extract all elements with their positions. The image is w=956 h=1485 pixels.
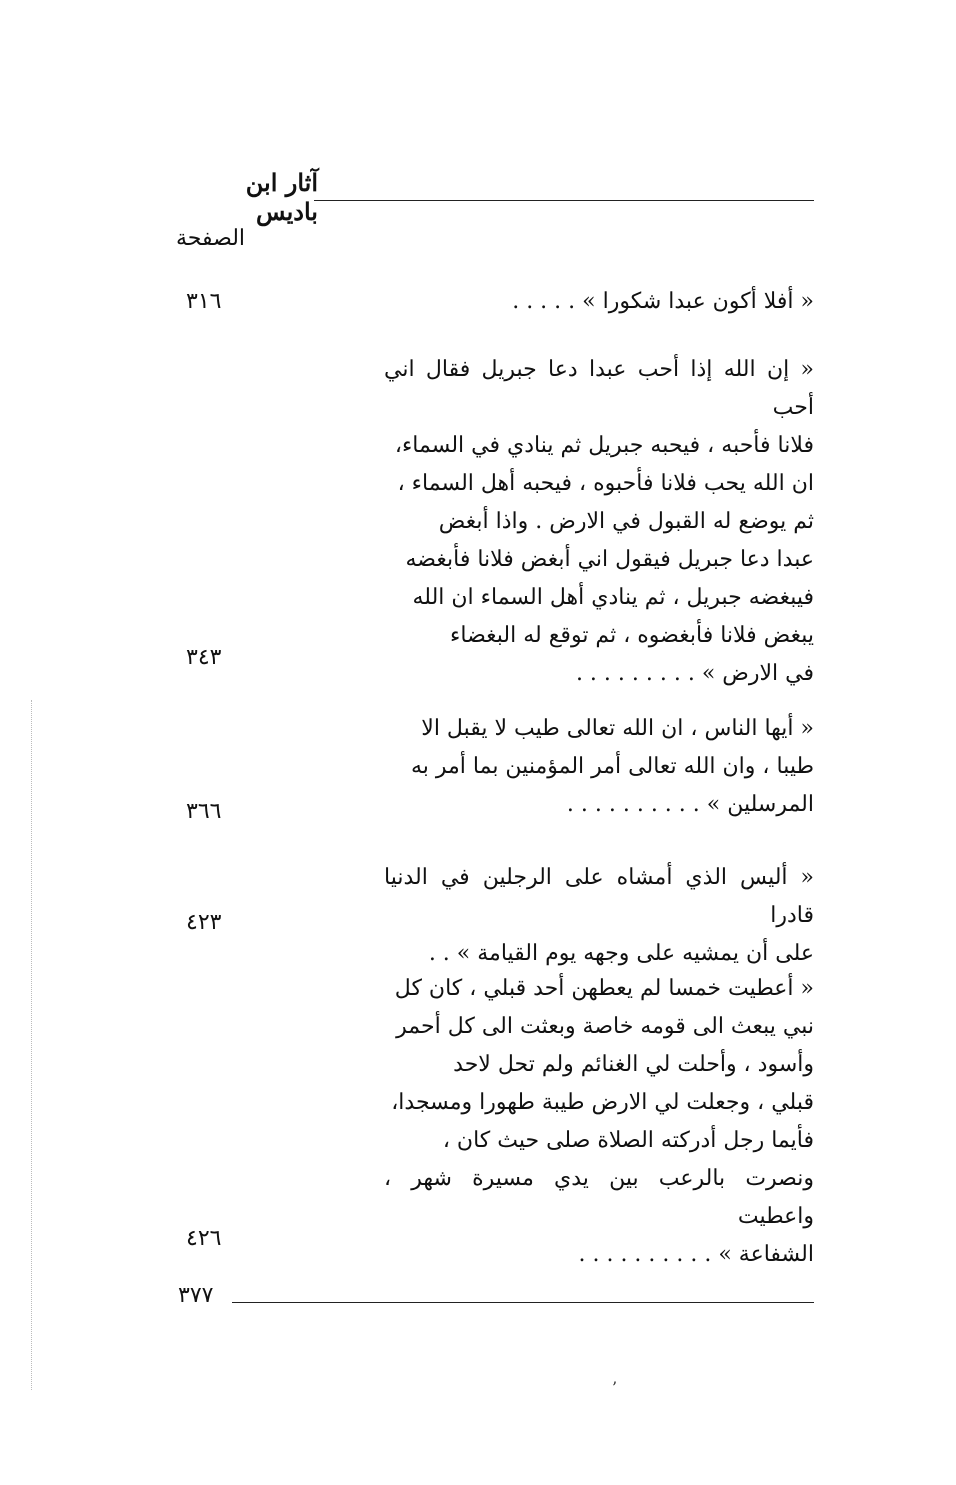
footer-rule <box>232 1302 814 1303</box>
entry-line: « أليس الذي أمشاه على الرجلين في الدنيا قادرا <box>384 865 814 928</box>
entry-line: الشفاعة » . . . . . . . . . . <box>578 1242 814 1267</box>
entry-line: طيبا ، وان الله تعالى أمر المؤمنين بما أمر به <box>410 754 814 779</box>
running-header-title: آثار ابن باديس <box>245 168 318 226</box>
entry-line: ونصرت بالرعب بين يدي مسيرة شهر ، واعطيت <box>384 1166 814 1229</box>
entry-line: في الارض » . . . . . . . . . <box>575 661 814 686</box>
entry-line: المرسلين » . . . . . . . . . . <box>566 792 814 817</box>
entry-line: فلانا فأحبه ، فيحبه جبريل ثم ينادي في السماء، <box>394 433 814 458</box>
entry-page-ref: ٣١٦ <box>186 289 222 314</box>
entry-page-ref: ٤٢٦ <box>186 1226 222 1251</box>
entry-text <box>384 283 814 321</box>
entry-line: يبغض فلانا فأبغضوه ، ثم توقع له البغضاء <box>450 623 814 648</box>
page-column-label: الصفحة <box>176 226 246 251</box>
entry-text <box>384 970 814 1274</box>
entry-page-ref: ٣٤٣ <box>186 645 222 670</box>
entry-line: « إن الله إذا أحب عبدا دعا جبريل فقال اني أحب <box>384 357 815 420</box>
entry-page-ref: ٣٦٦ <box>186 799 222 824</box>
entry-text <box>384 710 814 824</box>
entry-text <box>384 351 814 693</box>
entry-line: « أيها الناس ، ان الله تعالى طيب لا يقبل الا <box>421 716 814 741</box>
header-rule <box>314 200 814 201</box>
scan-mark: ’ <box>612 1378 618 1397</box>
entry-line: فيبغضه جبريل ، ثم ينادي أهل السماء ان الله <box>412 585 814 610</box>
footer-page-number: ٣٧٧ <box>178 1283 214 1308</box>
entry-line: نبي يبعث الى قومه خاصة وبعثت الى كل أحمر <box>396 1014 814 1039</box>
entry-line: ثم يوضع له القبول في الارض . واذا أبغض <box>438 509 814 534</box>
entry-line: على أن يمشيه على وجهه يوم القيامة » . . <box>428 941 814 966</box>
entry-page-ref: ٤٢٣ <box>186 910 222 935</box>
entry-line: قبلي ، وجعلت لي الارض طيبة طهورا ومسجدا، <box>391 1090 814 1115</box>
entry-text <box>384 859 814 973</box>
entry-line: فأيما رجل أدركته الصلاة صلى حيث كان ، <box>442 1128 814 1153</box>
entry-line: عبدا دعا جبريل فيقول اني أبغض فلانا فأبغضه <box>405 547 814 572</box>
entry-line: ان الله يحب فلانا فأحبوه ، فيحبه أهل السماء ، <box>397 471 814 496</box>
entry-line: وأسود ، وأحلت لي الغنائم ولم تحل لاحد <box>453 1052 814 1077</box>
scan-margin-line <box>31 700 32 1390</box>
entry-line: « أعطيت خمسا لم يعطهن أحد قبلي ، كان كل <box>394 976 814 1001</box>
entry-line: « أفلا أكون عبدا شكورا » . . . . . <box>512 289 814 314</box>
